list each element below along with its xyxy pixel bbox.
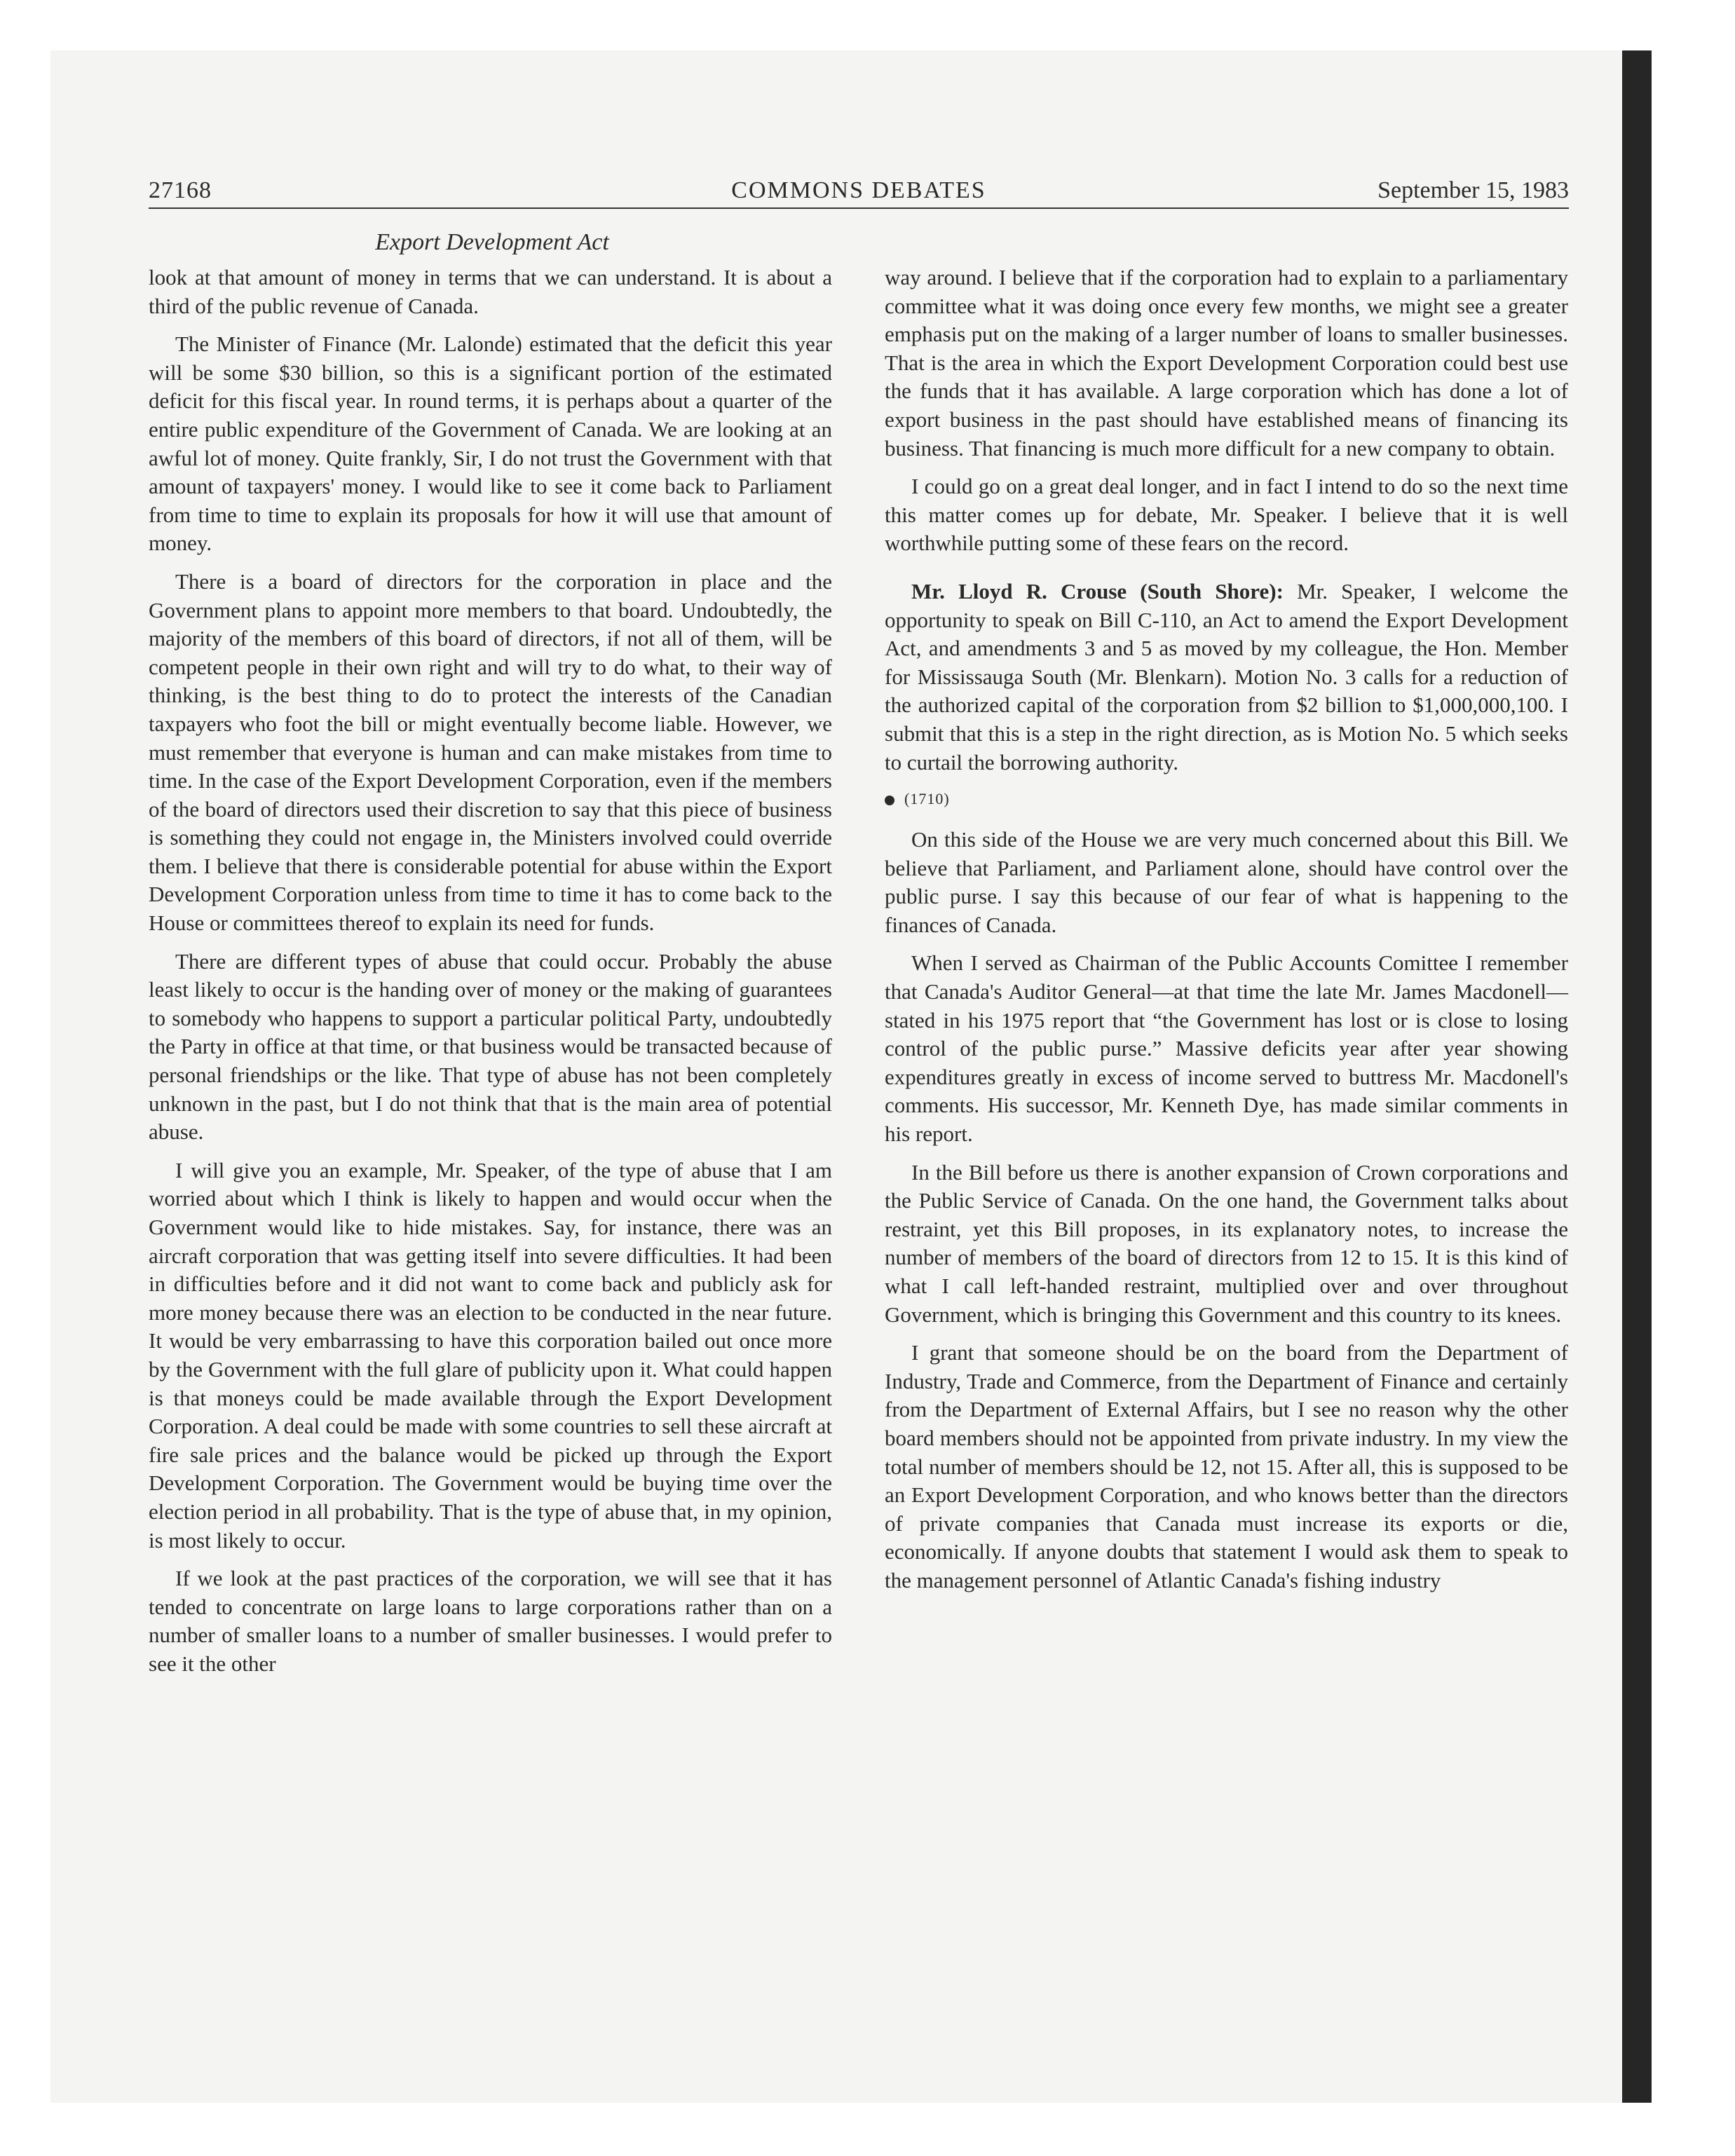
right-column	[885, 264, 1568, 1605]
speech-text: Mr. Speaker, I welcome the opportunity to speak on Bill C-110, an Act to amend the Export Development Act, and amendments 3 and 5 as moved by my colleague, the Hon. Member for Mississauga South (Mr. Blenkarn). Motion No. 3 calls for a reduction of the authorized capital of the corporation from $2 billion to $1,000,000,100. I submit that this is a step in the right direction, as is Motion No. 5 which seeks to curtail the borrowing authority.	[885, 578, 1568, 775]
page-header	[149, 175, 1569, 209]
speaker-name: Mr. Lloyd R. Crouse (South Shore):	[911, 578, 1284, 603]
paragraph: When I served as Chairman of the Public Accounts Comittee I remember that Canada's Auditor General—at that time the late Mr. James Macdonell—stated in his 1975 report that “the Government has lost or is close to losing control of the public purse.” Massive deficits year after year showing expenditures greatly in excess of income served to buttress Mr. Macdonell's comments. His successor, Mr. Kenneth Dye, has made similar comments in his report.	[885, 950, 1568, 1147]
time-marker-label: (1710)	[904, 790, 950, 808]
speech-paragraph	[885, 578, 1568, 777]
publication-date: September 15, 1983	[1377, 177, 1569, 203]
page-number: 27168	[149, 177, 212, 203]
paragraph: There are different types of abuse that could occur. Probably the abuse least likely to occur is the handing over of money or the making of guarantees to somebody who happens to support a particular political Party, undoubtedly the Party in office at that time, or that business would be transacted because of personal friendships or the like. That type of abuse has not been completely unknown in the past, but I do not think that that is the main area of potential abuse.	[149, 948, 832, 1145]
paragraph: I will give you an example, Mr. Speaker, of the type of abuse that I am worried about which I think is likely to happen and would occur when the Government would like to hide mistakes. Say, for instance, there was an aircraft corporation that was getting itself into severe difficulties. It had been in difficulties before and it did not want to come back and publicly ask for more money because there was an election to be conducted in the near future. It would be very embarrassing to have this corporation bailed out once more by the Government with the full glare of publicity upon it. What could happen is that moneys could be made available through the Export Development Corporation. A deal could be made with some countries to sell these aircraft at fire sale prices and the balance would be picked up through the Export Development Corporation. The Government would be buying time over the election period in all probability. That is the type of abuse that, in my opinion, is most likely to occur.	[149, 1157, 832, 1553]
paragraph: I grant that someone should be on the board from the Department of Industry, Trade and Commerce, from the Department of Finance and certainly from the Department of External Affairs, but I see no reason why the other board members should not be appointed from private industry. In my view the total number of members should be 12, not 15. After all, this is supposed to be an Export Development Corporation, and who knows better than the directors of private companies that Canada must increase its exports or die, economically. If anyone doubts that statement I would ask them to speak to the management personnel of Atlantic Canada's fishing industry	[885, 1340, 1568, 1592]
publication-title: COMMONS DEBATES	[731, 177, 986, 203]
time-marker	[885, 786, 1568, 812]
section-title: Export Development Act	[375, 229, 609, 255]
paragraph: The Minister of Finance (Mr. Lalonde) estimated that the deficit this year will be some $30 billion, so this is a significant portion of the estimated deficit for this fiscal year. In round terms, it is perhaps about a quarter of the entire public expenditure of the Government of Canada. We are looking at an awful lot of money. Quite frankly, Sir, I do not trust the Government with that amount of taxpayers' money. I would like to see it come back to Parliament from time to time to explain its proposals for how it will use that amount of money.	[149, 332, 832, 556]
paragraph: In the Bill before us there is another expansion of Crown corporations and the Public Service of Canada. On the one hand, the Government talks about restraint, yet this Bill proposes, in its explanatory notes, to increase the number of members of the board of directors from 12 to 15. It is this kind of what I call left-handed restraint, multiplied over and over throughout Government, which is bringing this Government and this country to its knees.	[885, 1159, 1568, 1327]
left-column	[149, 264, 832, 1688]
scan-edge-shadow	[1622, 50, 1652, 2103]
paragraph: On this side of the House we are very much concerned about this Bill. We believe that Parliament, and Parliament alone, should have control over the public purse. I say this because of our fear of what is happening to the finances of Canada.	[885, 827, 1568, 937]
paragraph: look at that amount of money in terms that we can understand. It is about a third of the public revenue of Canada.	[149, 265, 832, 318]
paragraph: If we look at the past practices of the corporation, we will see that it has tended to concentrate on large loans to large corporations rather than on a number of smaller loans to a number of smaller businesses. I would prefer to see it the other	[149, 1566, 832, 1676]
paragraph: way around. I believe that if the corporation had to explain to a parliamentary committee what it was doing once every few months, we might see a greater emphasis put on the making of a larger number of loans to smaller businesses. That is the area in which the Export Development Corporation could best use the funds that it has available. A large corporation which has done a lot of export business in the past should have established means of financing its business. That financing is much more difficult for a new company to obtain.	[885, 265, 1568, 460]
bullet-icon	[885, 796, 894, 805]
paragraph: There is a board of directors for the corporation in place and the Government plans to appoint more members to that board. Undoubtedly, the majority of the members of this board of directors, if not all of them, will be competent people in their own right and will try to do what, to their way of thinking, is the best thing to do to protect the interests of the Canadian taxpayers who foot the bill or might eventually become liable. However, we must remember that everyone is human and can make mistakes from time to time. In the case of the Export Development Corporation, even if the members of the board of directors used their discretion to say that this piece of business is something they could not engage in, the Ministers involved could override them. I believe that there is considerable potential for abuse within the Export Development Corporation unless from time to time it has to come back to the House or committees thereof to explain its need for funds.	[149, 568, 832, 936]
paragraph: I could go on a great deal longer, and in fact I intend to do so the next time this matter comes up for debate, Mr. Speaker. I believe that it is well worthwhile putting some of these fears on the record.	[885, 474, 1568, 556]
